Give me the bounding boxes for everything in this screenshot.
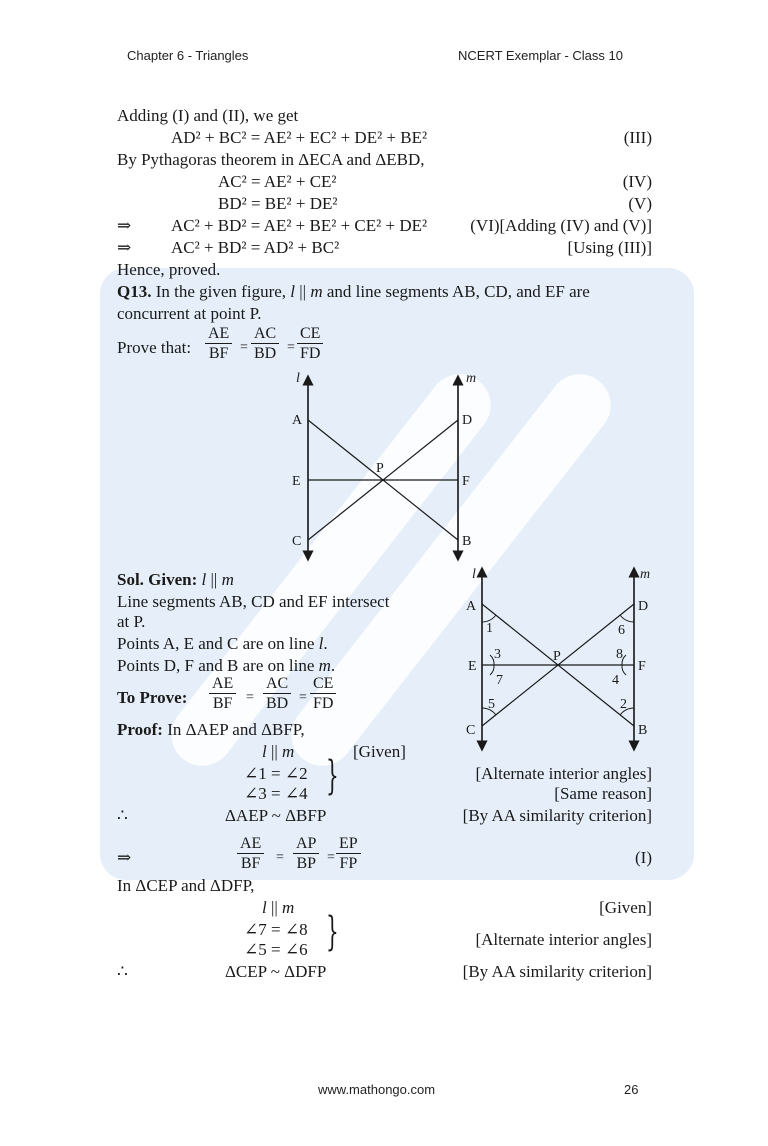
parallel-statement: l || m bbox=[262, 742, 295, 761]
svg-text:1: 1 bbox=[486, 621, 493, 636]
given-reason: [Given] bbox=[599, 898, 652, 917]
question-13-line2: concurrent at point P. bbox=[117, 304, 262, 323]
angle-7-8: ∠7 = ∠8 bbox=[244, 920, 308, 939]
brace: } bbox=[326, 909, 339, 955]
equation-VII: AC² + BD² = AD² + BC² bbox=[171, 238, 340, 257]
svg-text:m: m bbox=[640, 567, 651, 582]
similarity-cep-dfp: ΔCEP ~ ΔDFP bbox=[225, 962, 327, 981]
svg-text:C: C bbox=[466, 723, 476, 738]
angle-1-2: ∠1 = ∠2 bbox=[244, 764, 308, 783]
equation-III: AD² + BC² = AE² + EC² + DE² + BE² bbox=[171, 128, 428, 147]
text-adding: Adding (I) and (II), we get bbox=[117, 106, 299, 125]
svg-text:5: 5 bbox=[488, 697, 495, 712]
svg-text:8: 8 bbox=[616, 647, 623, 662]
svg-text:m: m bbox=[466, 371, 477, 386]
svg-text:F: F bbox=[638, 659, 646, 674]
text-in-cep-dfp: In ΔCEP and ΔDFP, bbox=[117, 876, 255, 895]
implies-symbol: ⇒ bbox=[117, 216, 132, 235]
equation-I-tag: (I) bbox=[635, 848, 652, 867]
svg-text:P: P bbox=[376, 461, 384, 476]
to-prove-label: To Prove: bbox=[117, 688, 188, 707]
svg-text:E: E bbox=[292, 474, 301, 489]
therefore-symbol: ∴ bbox=[117, 806, 128, 825]
fraction-ae-bf: $\frac{AE}{BF}$ bbox=[205, 324, 232, 363]
similarity-aep-bfp: ΔAEP ~ ΔBFP bbox=[225, 806, 327, 825]
svg-text:D: D bbox=[462, 413, 473, 428]
svg-text:3: 3 bbox=[494, 647, 501, 662]
same-reason: [Same reason] bbox=[554, 784, 652, 803]
footer-url: www.mathongo.com bbox=[318, 1082, 436, 1097]
svg-text:A: A bbox=[292, 413, 303, 428]
figure-2-angles bbox=[452, 566, 662, 756]
text-pythagoras: By Pythagoras theorem in ΔECA and ΔEBD, bbox=[117, 150, 425, 169]
proof-intro: Proof: In ΔAEP and ΔBFP, bbox=[117, 720, 305, 739]
svg-text:D: D bbox=[638, 599, 649, 614]
svg-text:B: B bbox=[638, 723, 648, 738]
svg-text:l: l bbox=[296, 371, 300, 386]
text-points-aec: Points A, E and C are on line l. bbox=[117, 634, 328, 653]
figure-1-parallel-lines bbox=[280, 368, 490, 568]
brace: } bbox=[326, 753, 339, 799]
equation-III-tag: (III) bbox=[623, 128, 652, 147]
text-at-p: at P. bbox=[117, 612, 146, 631]
angle-5-6: ∠5 = ∠6 bbox=[244, 940, 308, 959]
fraction-ae-bf: $\frac{AE}{BF}$ bbox=[237, 834, 264, 873]
solution-given: Sol. Given: l || m bbox=[117, 570, 234, 589]
chapter-title: Chapter 6 - Triangles bbox=[127, 48, 249, 63]
fraction-ac-bd: $\frac{AC}{BD}$ bbox=[251, 324, 279, 363]
question-label: Q13. bbox=[117, 282, 152, 301]
equation-V-tag: (V) bbox=[628, 194, 652, 213]
svg-text:7: 7 bbox=[496, 673, 503, 688]
svg-text:C: C bbox=[292, 534, 302, 549]
svg-text:l: l bbox=[472, 567, 476, 582]
equation-VII-tag: [Using (III)] bbox=[567, 238, 652, 257]
svg-text:6: 6 bbox=[618, 623, 625, 638]
fraction-ap-bp: $\frac{AP}{BP}$ bbox=[293, 834, 319, 873]
equation-IV: AC² = AE² + CE² bbox=[218, 172, 337, 191]
equation-IV-tag: (IV) bbox=[622, 172, 652, 191]
text-points-dfb: Points D, F and B are on line m. bbox=[117, 656, 336, 675]
text-line-segments: Line segments AB, CD and EF intersect bbox=[117, 592, 390, 611]
fraction-ce-fd: $\frac{CE}{FD}$ bbox=[310, 674, 336, 713]
aa-criterion-reason: [By AA similarity criterion] bbox=[462, 806, 652, 825]
svg-text:F: F bbox=[462, 474, 470, 489]
implies-symbol: ⇒ bbox=[117, 238, 132, 257]
book-title: NCERT Exemplar - Class 10 bbox=[458, 48, 623, 63]
equation-VI-tag: (VI)[Adding (IV) and (V)] bbox=[470, 216, 652, 235]
therefore-symbol: ∴ bbox=[117, 962, 128, 981]
question-13: Q13. In the given figure, l || m and line segments AB, CD, and EF are bbox=[117, 282, 590, 301]
equation-VI: AC² + BD² = AE² + BE² + CE² + DE² bbox=[171, 216, 428, 235]
alternate-interior-reason: [Alternate interior angles] bbox=[475, 764, 652, 783]
page-number: 26 bbox=[624, 1082, 639, 1097]
svg-text:2: 2 bbox=[620, 697, 627, 712]
aa-criterion-reason: [By AA similarity criterion] bbox=[462, 962, 652, 981]
fraction-ae-bf: $\frac{AE}{BF}$ bbox=[209, 674, 236, 713]
given-reason: [Given] bbox=[353, 742, 406, 761]
svg-text:P: P bbox=[553, 649, 561, 664]
implies-symbol: ⇒ bbox=[117, 848, 132, 867]
fraction-ce-fd: $\frac{CE}{FD}$ bbox=[297, 324, 323, 363]
svg-text:E: E bbox=[468, 659, 477, 674]
alternate-interior-reason: [Alternate interior angles] bbox=[475, 930, 652, 949]
angle-3-4: ∠3 = ∠4 bbox=[244, 784, 308, 803]
parallel-statement: l || m bbox=[262, 898, 295, 917]
fraction-ep-fp: $\frac{EP}{FP}$ bbox=[336, 834, 361, 873]
fraction-ac-bd: $\frac{AC}{BD}$ bbox=[263, 674, 291, 713]
svg-text:B: B bbox=[462, 534, 472, 549]
svg-text:A: A bbox=[466, 599, 477, 614]
equation-V: BD² = BE² + DE² bbox=[218, 194, 338, 213]
svg-text:4: 4 bbox=[612, 673, 619, 688]
text-proved: Hence, proved. bbox=[117, 260, 221, 279]
prove-that-label: Prove that: bbox=[117, 338, 192, 357]
